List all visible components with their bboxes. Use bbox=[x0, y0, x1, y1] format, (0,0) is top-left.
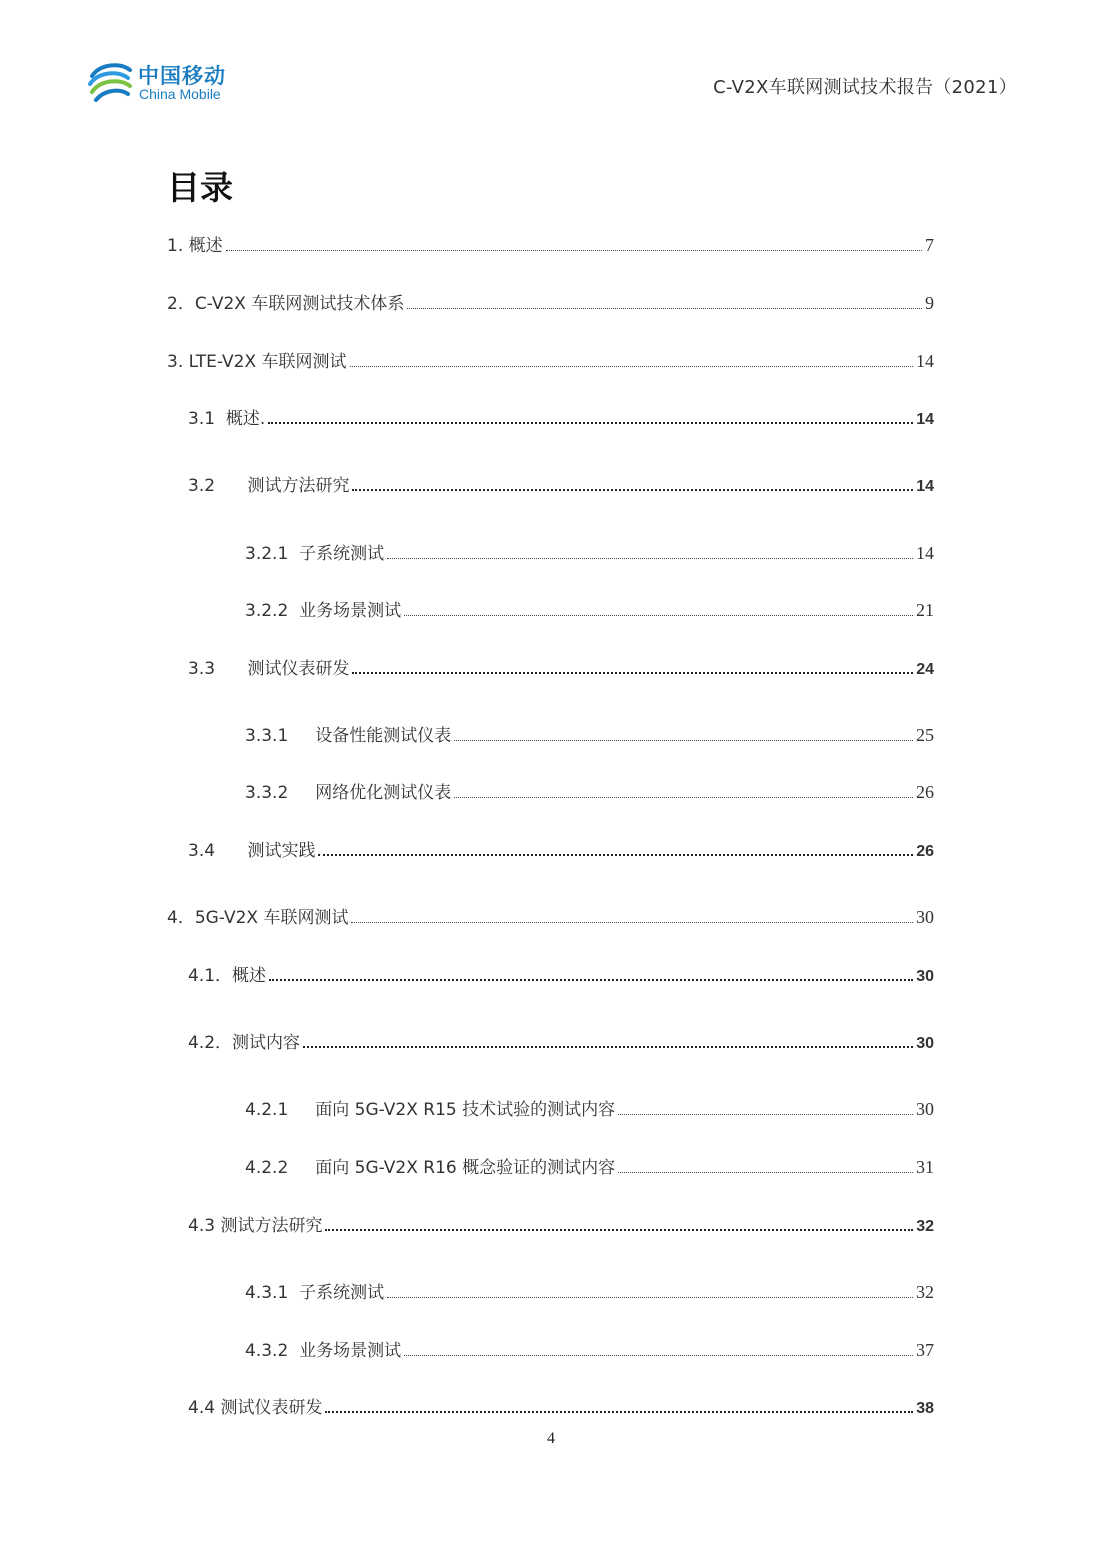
toc-entry-page: 26 bbox=[916, 843, 934, 860]
toc-entry-title: 4．5G-V2X 车联网测试 bbox=[167, 908, 349, 928]
toc-entry-title: 3.3.1 设备性能测试仪表 bbox=[245, 726, 452, 746]
logo-text-en: China Mobile bbox=[139, 86, 221, 102]
toc-entry-title: 4.2.1 面向 5G-V2X R15 技术试验的测试内容 bbox=[245, 1100, 616, 1120]
toc-entry-page: 14 bbox=[916, 543, 934, 563]
toc-entry[interactable] bbox=[245, 539, 934, 564]
toc-entry[interactable] bbox=[188, 836, 934, 861]
toc-entry-page: 30 bbox=[916, 968, 934, 985]
toc-entry-title: 4.3.2 业务场景测试 bbox=[245, 1341, 402, 1361]
toc-entry-page: 24 bbox=[916, 661, 934, 678]
toc-entry-title: 3.2.1 子系统测试 bbox=[245, 544, 385, 564]
toc-entry[interactable] bbox=[245, 778, 934, 803]
toc-entry-page: 26 bbox=[916, 782, 934, 802]
toc-dot-leader bbox=[325, 1397, 913, 1413]
toc-entry-page: 30 bbox=[916, 907, 934, 927]
toc-entry-page: 30 bbox=[916, 1035, 934, 1052]
toc-entry-title: 3.2 测试方法研究 bbox=[188, 476, 350, 496]
toc-entry-title: 3.3 测试仪表研发 bbox=[188, 659, 350, 679]
toc-dot-leader bbox=[404, 601, 913, 616]
toc-entry[interactable] bbox=[167, 231, 934, 256]
toc-entry-title: 4.3 测试方法研究 bbox=[188, 1216, 323, 1236]
toc-entry-page: 21 bbox=[916, 600, 934, 620]
toc-dot-leader bbox=[268, 408, 913, 424]
toc-entry[interactable] bbox=[167, 903, 934, 928]
toc-entry-page: 7 bbox=[925, 235, 934, 255]
page-number: 4 bbox=[547, 1430, 555, 1447]
toc-dot-leader bbox=[352, 658, 913, 674]
toc-entry-page: 9 bbox=[925, 293, 934, 313]
toc-entry-page: 14 bbox=[916, 478, 934, 495]
toc-dot-leader bbox=[387, 1283, 913, 1298]
toc-dot-leader bbox=[226, 236, 922, 251]
toc-entry-title: 3.3.2 网络优化测试仪表 bbox=[245, 783, 452, 803]
toc-entry[interactable] bbox=[188, 1393, 934, 1418]
toc-entry-page: 25 bbox=[916, 725, 934, 745]
toc-dot-leader bbox=[618, 1158, 913, 1173]
toc-dot-leader bbox=[318, 840, 913, 856]
toc-entry[interactable] bbox=[188, 961, 934, 986]
toc-heading: 目录 bbox=[167, 168, 233, 207]
toc-entry[interactable] bbox=[245, 596, 934, 621]
toc-entry-title: 3.1 概述. bbox=[188, 409, 266, 429]
toc-dot-leader bbox=[350, 352, 913, 367]
logo-text-cn: 中国移动 bbox=[138, 64, 226, 88]
toc-entry[interactable] bbox=[188, 1028, 934, 1053]
toc-entry-page: 14 bbox=[916, 351, 934, 371]
toc-dot-leader bbox=[325, 1215, 913, 1231]
toc-entry-title: 3. LTE-V2X 车联网测试 bbox=[167, 352, 347, 372]
toc-entry[interactable] bbox=[245, 1336, 934, 1361]
toc-dot-leader bbox=[351, 908, 913, 923]
document-header-title: C-V2X车联网测试技术报告（2021） bbox=[713, 77, 1017, 98]
toc-dot-leader bbox=[303, 1032, 913, 1048]
toc-entry-page: 32 bbox=[916, 1218, 934, 1235]
toc-entry-title: 4.2.2 面向 5G-V2X R16 概念验证的测试内容 bbox=[245, 1158, 616, 1178]
toc-dot-leader bbox=[407, 294, 922, 309]
toc-entry-title: 4.2．测试内容 bbox=[188, 1033, 301, 1053]
china-mobile-logo bbox=[86, 58, 236, 110]
toc-entry[interactable] bbox=[245, 1153, 934, 1178]
toc-entry[interactable] bbox=[245, 1095, 934, 1120]
toc-dot-leader bbox=[269, 965, 913, 981]
toc-entry[interactable] bbox=[188, 654, 934, 679]
toc-dot-leader bbox=[352, 475, 913, 491]
toc-entry-title: 4.4 测试仪表研发 bbox=[188, 1398, 323, 1418]
toc-entry-page: 32 bbox=[916, 1282, 934, 1302]
toc-entry[interactable] bbox=[188, 471, 934, 496]
toc-dot-leader bbox=[454, 726, 913, 741]
toc-dot-leader bbox=[454, 783, 913, 798]
toc-entry-page: 14 bbox=[916, 411, 934, 428]
toc-entry-title: 4.3.1 子系统测试 bbox=[245, 1283, 385, 1303]
toc-entry[interactable] bbox=[167, 347, 934, 372]
toc-dot-leader bbox=[618, 1100, 913, 1115]
toc-dot-leader bbox=[387, 544, 913, 559]
toc-entry-title: 4.1．概述 bbox=[188, 966, 267, 986]
toc-entry[interactable] bbox=[245, 1278, 934, 1303]
toc-entry-page: 37 bbox=[916, 1340, 934, 1360]
toc-entry[interactable] bbox=[188, 1211, 934, 1236]
toc-entry-page: 38 bbox=[916, 1400, 934, 1417]
toc-entry[interactable] bbox=[245, 721, 934, 746]
toc-entry[interactable] bbox=[167, 289, 934, 314]
toc-dot-leader bbox=[404, 1341, 913, 1356]
toc-entry-page: 31 bbox=[916, 1157, 934, 1177]
toc-entry-title: 2．C-V2X 车联网测试技术体系 bbox=[167, 294, 405, 314]
toc-entry-title: 3.4 测试实践 bbox=[188, 841, 316, 861]
toc-entry[interactable] bbox=[188, 404, 934, 429]
toc-entry-title: 1. 概述 bbox=[167, 236, 223, 256]
china-mobile-logo-icon bbox=[86, 58, 134, 108]
toc-entry-page: 30 bbox=[916, 1099, 934, 1119]
toc-entry-title: 3.2.2 业务场景测试 bbox=[245, 601, 402, 621]
